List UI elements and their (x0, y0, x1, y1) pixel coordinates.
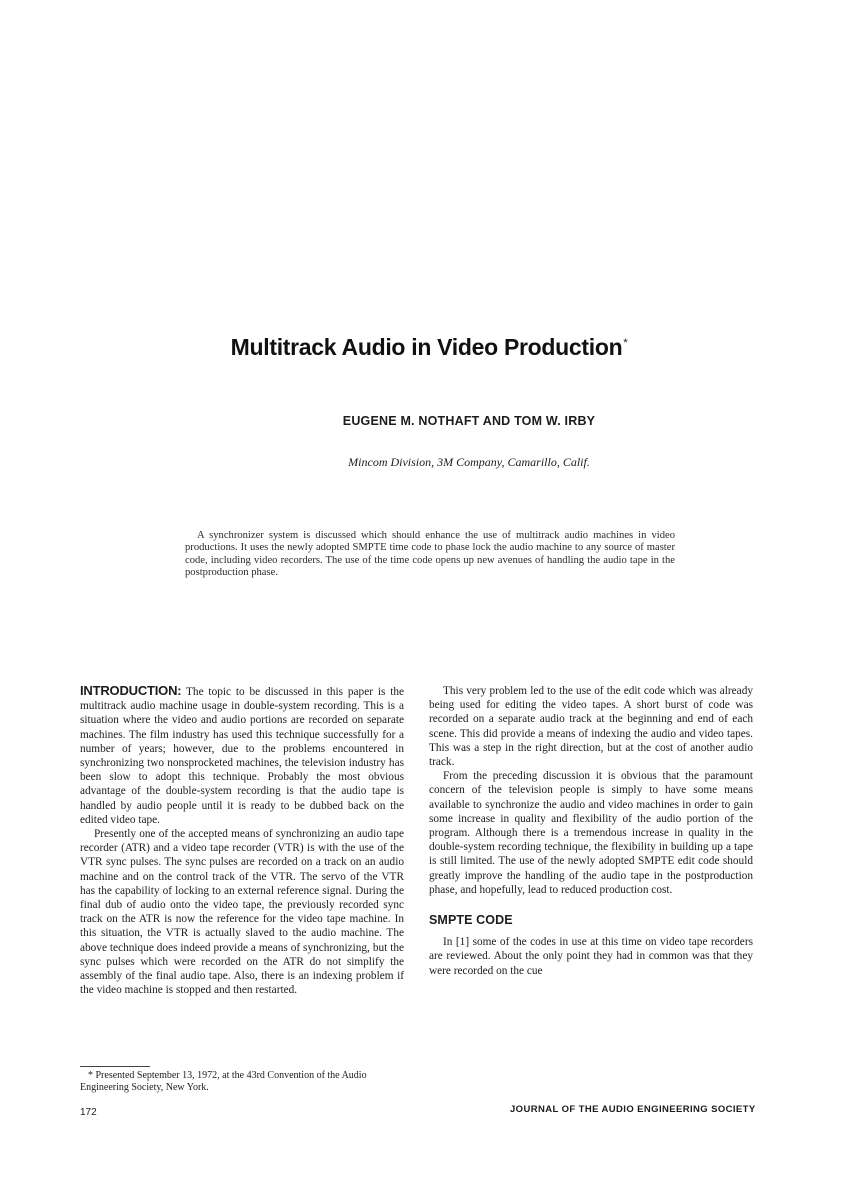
body-text (80, 684, 404, 997)
intro-paragraph-1-text: The topic to be discussed in this paper is the multitrack audio machine usage in double-system recording. This is a situation where the video and audio portions are recorded on separate machines. The film industry has used this technique successfully for a number of years; however, due to the problems encountered in synchronizing two nonsprocketed machines, the television industry has been slow to adopt this technique. Probably the most obvious advantage of the double-system recording is that the audio tape is handled by audio people until it is ready to be dubbed back on the edited video tape. (80, 686, 404, 826)
article-title (0, 334, 858, 361)
abstract: A synchronizer system is discussed which should enhance the use of multitrack audio machines in video productions. It uses the newly adopted SMPTE time code to phase lock the audio machine to any source of master code, including video recorders. The use of the time code opens up new avenues of handling the audio tape in the postproduction phase. (185, 530, 675, 579)
smpte-paragraph-1: In [1] some of the codes in use at this time on video tape recorders are reviewed. About the only point they had in common was that they were recorded on the cue (429, 936, 753, 977)
body-text-continued (429, 684, 753, 978)
title-footnote-mark: * (623, 337, 628, 350)
author-line: EUGENE M. NOTHAFT AND TOM W. IRBY (342, 414, 596, 428)
affiliation: Mincom Division, 3M Company, Camarillo, Calif. (348, 455, 590, 469)
intro-paragraph-2: Presently one of the accepted means of synchronizing an audio tape recorder (ATR) and a video tape recorder (VTR) is with the use of the VTR sync pulses. The sync pulses are recorded on a track on an audio machine and on the control track of the VTR. The servo of the VTR has the capability of locking to an external reference signal. During the final dub of audio onto the video tape, the previously recorded sync track on the ATR is now the reference for the video tape machine. In this situation, the VTR is actually slaved to the audio machine. The above technique does indeed provide a means of synchronizing, but the sync pulses which were recorded on the ATR do not simplify the assembly of the final audio tape. Also, there is an indexing problem if the video machine is stopped and then restarted. (80, 828, 404, 997)
page-number: 172 (80, 1107, 97, 1118)
intro-paragraph-1 (80, 684, 404, 827)
journal-name: JOURNAL OF THE AUDIO ENGINEERING SOCIETY (510, 1104, 756, 1115)
footnote-divider (80, 1066, 150, 1067)
intro-paragraph-3: This very problem led to the use of the edit code which was already being used for editing the video tapes. A short burst of code was recorded on a separate audio track at the beginning and end of each scene. This did provide a means of indexing the audio and video tapes. This was a step in the right direction, but at the cost of another audio track. (429, 685, 753, 769)
smpte-code-heading: SMPTE CODE (429, 913, 513, 928)
footnote: * Presented September 13, 1972, at the 43rd Convention of the Audio Engineering Society, New York. (80, 1070, 367, 1093)
introduction-heading: INTRODUCTION: (80, 683, 182, 698)
article-title-text: Multitrack Audio in Video Production (230, 334, 623, 360)
intro-paragraph-4: From the preceding discussion it is obvious that the paramount concern of the television people is simply to have some means available to synchronize the audio and video machines in order to gain some increase in quality and flexibility of the audio portion of the program. Although there is a tremendous increase in quality in the double-system recording technique, the flexibility in building up a tape is still limited. The use of the newly adopted SMPTE edit code should greatly improve the handling of the audio tape in the postproduction phase, and hopefully, lead to reduced production cost. (429, 770, 753, 896)
